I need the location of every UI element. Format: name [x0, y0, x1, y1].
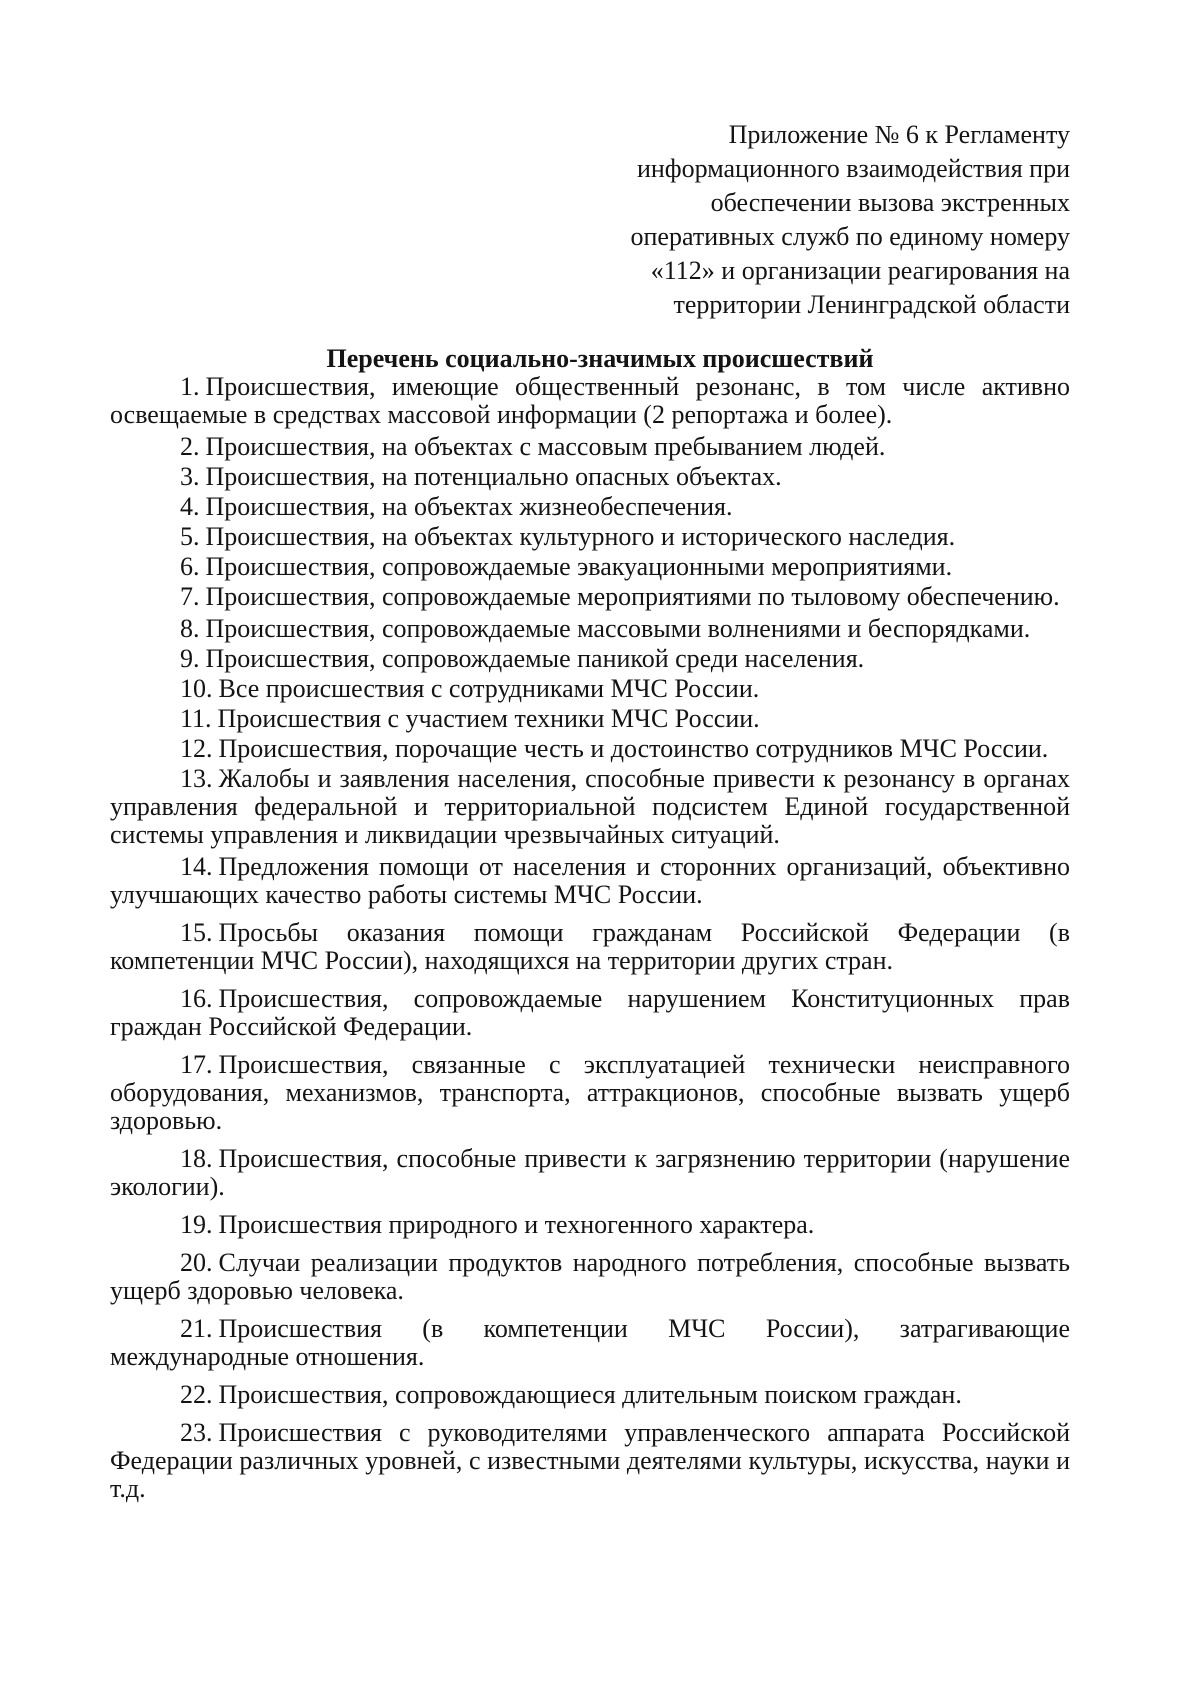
item-number: 18.: [180, 1144, 213, 1173]
item-number: 3.: [180, 462, 200, 491]
list-item: [110, 985, 1070, 1041]
header-line: информационного взаимодействия при: [636, 154, 1070, 183]
item-text: Происшествия, на объектах с массовым пребыванием людей.: [205, 432, 886, 461]
list-item: [110, 523, 1070, 551]
item-text: Жалобы и заявления населения, способные привести к резонансу в органах управления федеральной и территориальной подсистем Единой государственной системы управления и ликвидации чрезвычайных ситуаций.: [110, 764, 1070, 849]
item-text: Происшествия, сопровождаемые массовыми волнениями и беспорядками.: [205, 614, 1031, 643]
item-number: 9.: [180, 644, 200, 673]
item-text: Происшествия с руководителями управленческого аппарата Российской Федерации различных уровней, с известными деятелями культуры, искусства, науки и т.д.: [110, 1418, 1070, 1503]
list-item: [110, 463, 1070, 491]
item-text: Происшествия, на потенциально опасных объектах.: [205, 462, 782, 491]
item-text: Происшествия, на объектах жизнеобеспечения.: [205, 492, 733, 521]
item-text: Происшествия, способные привести к загрязнению территории (нарушение экологии).: [110, 1144, 1070, 1201]
item-text: Происшествия, сопровождаемые паникой среди населения.: [205, 644, 865, 673]
list-item: [110, 705, 1070, 733]
item-text: Предложения помощи от населения и сторонних организаций, объективно улучшающих качество работы системы МЧС России.: [110, 852, 1070, 909]
list-item: [110, 1145, 1070, 1201]
item-number: 14.: [180, 852, 213, 881]
list-item: [110, 1211, 1070, 1239]
item-text: Происшествия, порочащие честь и достоинство сотрудников МЧС России.: [218, 734, 1049, 763]
document-title: Перечень социально-значимых происшествий: [326, 344, 874, 373]
header-line: территории Ленинградской области: [673, 290, 1070, 319]
item-number: 1.: [180, 372, 200, 401]
list-item: [110, 373, 1070, 429]
item-number: 21.: [180, 1314, 213, 1343]
item-text: Происшествия, имеющие общественный резонанс, в том числе активно освещаемые в средствах массовой информации (2 репортажа и более).: [110, 372, 1070, 429]
header-line: обеспечении вызова экстренных: [710, 188, 1070, 217]
list-item: [110, 1249, 1070, 1305]
item-number: 20.: [180, 1248, 213, 1277]
list-item: [110, 919, 1070, 975]
item-text: Происшествия, сопровождаемые нарушением Конституционных прав граждан Российской Федерации.: [110, 984, 1070, 1041]
list-item: [110, 433, 1070, 461]
item-number: 15.: [180, 918, 213, 947]
item-text: Происшествия, сопровождаемые мероприятиями по тыловому обеспечению.: [205, 582, 1060, 611]
list-item: [110, 553, 1070, 581]
list-item: [110, 853, 1070, 909]
list-item: [110, 645, 1070, 673]
item-text: Происшествия, сопровождаемые эвакуационными мероприятиями.: [205, 552, 953, 581]
list-item: [110, 1419, 1070, 1503]
item-number: 17.: [180, 1050, 213, 1079]
list-item: [110, 1381, 1070, 1409]
item-number: 8.: [180, 614, 200, 643]
incident-list: [110, 373, 1070, 1507]
item-number: 22.: [180, 1380, 213, 1409]
item-text: Все происшествия с сотрудниками МЧС России.: [218, 674, 760, 703]
item-text: Просьбы оказания помощи гражданам Российской Федерации (в компетенции МЧС России), находящихся на территории других стран.: [110, 918, 1070, 975]
item-text: Случаи реализации продуктов народного потребления, способные вызвать ущерб здоровью человека.: [110, 1248, 1070, 1305]
list-item: [110, 1051, 1070, 1135]
list-item: [110, 765, 1070, 849]
item-number: 19.: [180, 1210, 213, 1239]
item-number: 4.: [180, 492, 200, 521]
item-number: 16.: [180, 984, 213, 1013]
item-text: Происшествия (в компетенции МЧС России), затрагивающие международные отношения.: [110, 1314, 1070, 1371]
item-number: 23.: [180, 1418, 213, 1447]
item-number: 10.: [180, 674, 213, 703]
item-number: 13.: [180, 764, 213, 793]
list-item: [110, 675, 1070, 703]
list-item: [110, 583, 1070, 611]
header-line: Приложение № 6 к Регламенту: [728, 120, 1070, 149]
item-text: Происшествия, на объектах культурного и исторического наследия.: [205, 522, 956, 551]
list-item: [110, 615, 1070, 643]
item-text: Происшествия, связанные с эксплуатацией технически неисправного оборудования, механизмов, транспорта, аттракционов, способные вызвать ущерб здоровью.: [110, 1050, 1070, 1135]
list-item: [110, 493, 1070, 521]
list-item: [110, 735, 1070, 763]
item-text: Происшествия с участием техники МЧС России.: [217, 704, 760, 733]
item-number: 6.: [180, 552, 200, 581]
appendix-header: [550, 118, 1070, 322]
item-number: 5.: [180, 522, 200, 551]
item-number: 2.: [180, 432, 200, 461]
header-line: «112» и организации реагирования на: [650, 256, 1070, 285]
header-line: оперативных служб по единому номеру: [630, 222, 1070, 251]
item-number: 7.: [180, 582, 200, 611]
item-number: 12.: [180, 734, 213, 763]
item-text: Происшествия, сопровождающиеся длительным поиском граждан.: [218, 1380, 962, 1409]
item-number: 11.: [180, 704, 212, 733]
item-text: Происшествия природного и техногенного характера.: [218, 1210, 815, 1239]
list-item: [110, 1315, 1070, 1371]
